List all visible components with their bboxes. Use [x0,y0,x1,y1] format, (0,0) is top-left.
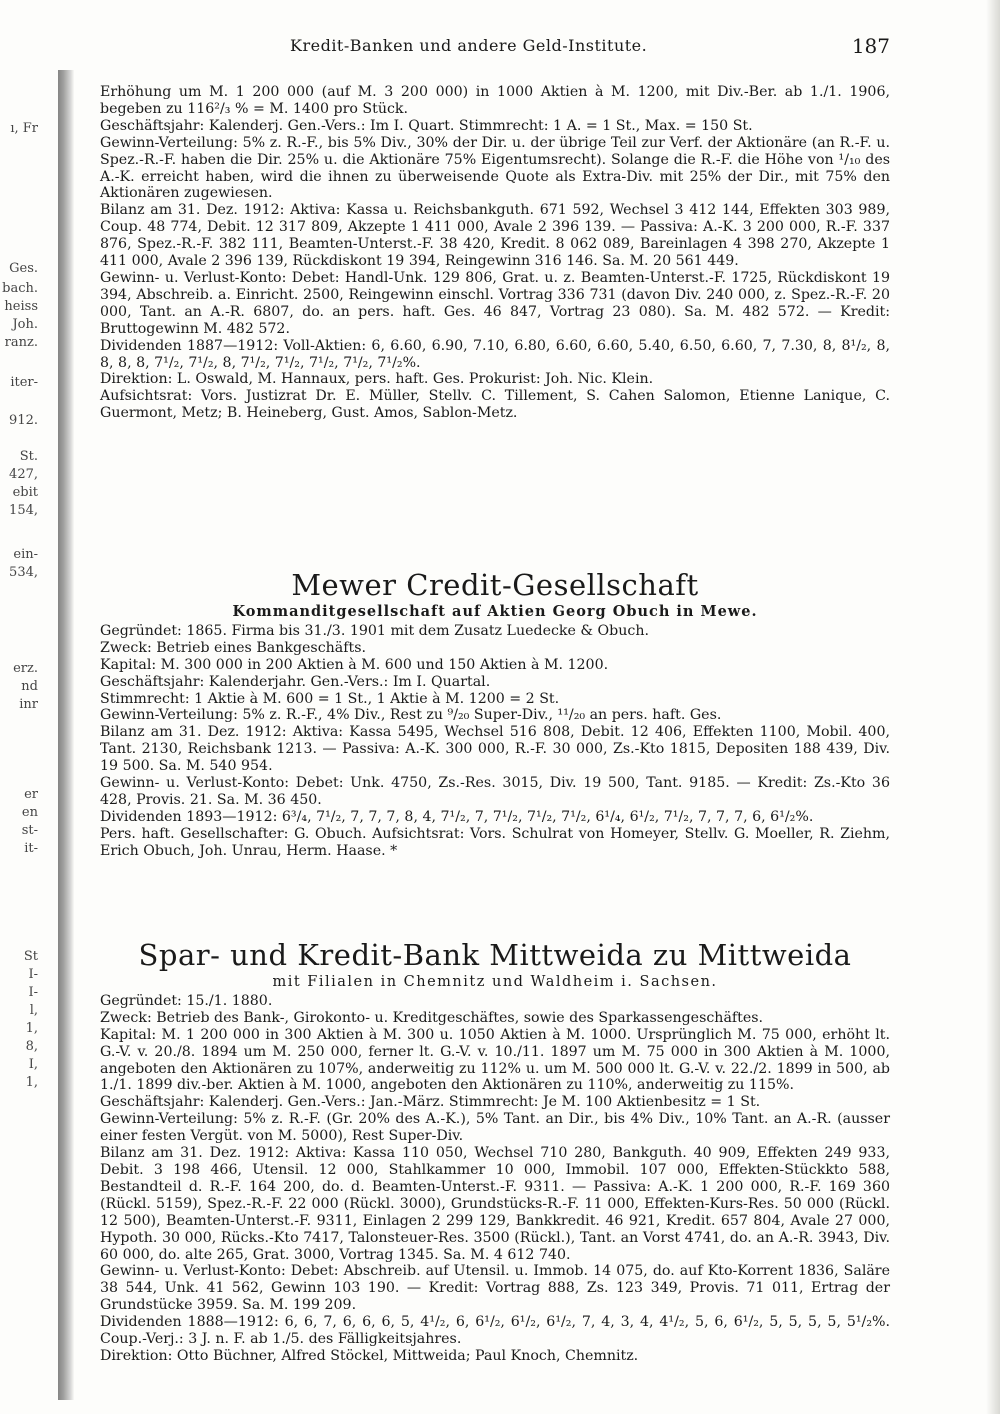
profit-loss-paragraph: Gewinn- u. Verlust-Konto: Debet: Unk. 4750, Zs.-Res. 3015, Div. 19 500, Tant. 9185. — Kredit: Zs.-Kto 36 428, Provis. 21. Sa. M. 36 450. [100,775,890,808]
voting-paragraph: Stimmrecht: 1 Aktie à M. 600 = 1 St., 1 Aktie à M. 1200 = 2 St. [100,690,560,707]
supervisory-board-paragraph: Aufsichtsrat: Vors. Justizrat Dr. E. Müller, Stellv. C. Tillement, S. Cahen Salomon, Etienne Lanique, C. Guermont, Metz; B. Heineberg, Gust. Amos, Sablon-Metz. [100,388,890,422]
dividends-paragraph: Dividenden 1893—1912: 6³/₄, 7¹/₂, 7, 7, 7, 8, 4, 7¹/₂, 7, 7¹/₂, 7¹/₂, 7¹/₂, 6¹/₄, 6¹/₂, 7¹/₂, 7, 7, 7, 6, 6¹/₂%. [100,808,814,825]
margin-fragment: erz. [13,661,38,676]
adjacent-page-margin [0,60,60,1400]
margin-fragment: inr [19,697,38,712]
margin-fragment: iter- [10,375,38,390]
margin-fragment: st- [21,823,38,838]
company-subtitle: Kommanditgesellschaft auf Aktien Georg Obuch in Mewe. [232,603,758,620]
capital-increase-paragraph: Erhöhung um M. 1 200 000 (auf M. 3 200 000) in 1000 Aktien à M. 1200, mit Div.-Ber. ab 1./1. 1906, begeben zu 116²/₃ % = M. 1400 pro Stück. [100,84,890,117]
margin-fragment: 8, [25,1039,38,1054]
balance-sheet-paragraph: Bilanz am 31. Dez. 1912: Aktiva: Kassa 110 050, Wechsel 710 280, Bankguth. 40 909, Effekten 249 933, Debit. 3 198 466, Utensil. 12 000, Stahlkammer 10 000, Immobil. 107 000, Effekten-Stückkto 588, Bestandteil d. R.-F. 164 200, do. d. Beamten-Unterst.-F. 9311. — Passiva: A.-K. 1 200 000, R.-F. 169 360 (Rückl. 5159), Spez.-R.-F. 22 000 (Rückl. 3000), Grundstücks-R.-F. 11 000, Effekten-Kurs-Res. 50 000 (Rückl. 12 500), Beamten-Unterst.-F. 9311, Einlagen 2 299 129, Bankkredit. 46 921, Kredit. 657 804, Avale 27 000, Hypoth. 30 000, Rücks.-Kto 7417, Talonsteuer-Res. 3500 (Rückl.), Tant. an Vorst 4741, do. an A.-R. 3943, Div. 60 000, do. alte 265, Grat. 3000, Vortrag 1345. Sa. M. 4 612 740. [100,1145,890,1263]
profit-loss-paragraph: Gewinn- u. Verlust-Konto: Debet: Abschreib. auf Utensil. u. Immob. 14 075, do. auf Kto-Korrent 1836, Saläre 38 544, Unk. 41 562, Gewinn 103 190. — Kredit: Vortrag 888, Zs. 123 349, Provis. 71 011, Ertrag der Grundstücke 3959. Sa. M. 199 209. [100,1263,890,1314]
margin-fragment: 534, [9,565,38,580]
page-binding-shadow [58,70,74,1400]
margin-fragment: en [21,805,38,820]
running-title: Kredit-Banken und andere Geld-Institute. [290,36,648,55]
founded-paragraph: Gegründet: 15./1. 1880. [100,992,273,1009]
mewer-credit-entry [100,568,890,860]
page-number: 187 [851,34,890,58]
dividends-paragraph: Dividenden 1888—1912: 6, 6, 7, 6, 6, 6, 5, 4¹/₂, 6, 6¹/₂, 6¹/₂, 6¹/₂, 7, 4, 3, 4, 4¹/₂, 5, 6, 6¹/₂, 5, 5, 5, 5, 5¹/₂%. Coup.-Verj.: 3 J. n. F. ab 1./5. des Fälligkeitsjahres. [100,1314,890,1348]
profit-loss-paragraph: Gewinn- u. Verlust-Konto: Debet: Handl-Unk. 129 806, Grat. u. z. Beamten-Unterst.-F. 1725, Rückdiskont 19 394, Abschreib. a. Einricht. 2500, Reingewinn einschl. Vortrag 336 731 (davon Div. 240 000, z. Spez.-R.-F. 20 000, Tant. an A.-R. 6807, do. an pers. haft. Ges. 46 847, Vortrag 23 080). Sa. M. 482 572. — Kredit: Bruttogewinn M. 482 572. [100,269,890,337]
margin-fragment: nd [21,679,38,694]
margin-fragment: Ges. [9,261,38,276]
continued-entry [100,84,890,422]
margin-fragment: bach. [2,281,38,296]
margin-fragment: St [23,949,38,964]
margin-fragment: it- [24,841,38,856]
company-title: Mewer Credit-Gesellschaft [291,568,699,602]
margin-fragment: ebit [12,485,38,500]
purpose-paragraph: Zweck: Betrieb des Bank-, Girokonto- u. Kreditgeschäftes, sowie des Sparkassengeschäftes. [100,1009,764,1026]
fiscal-year-paragraph: Geschäftsjahr: Kalenderj. Gen.-Vers.: Jan.-März. Stimmrecht: Je M. 100 Aktienbesitz = 1 St. [100,1094,761,1111]
margin-fragment: l, [29,1003,38,1018]
running-header [100,36,920,62]
margin-fragment: 1, [25,1021,38,1036]
margin-fragment: 154, [9,503,38,518]
margin-fragment: I- [28,967,38,982]
board-paragraph: Direktion: Otto Büchner, Alfred Stöckel, Mittweida; Paul Knoch, Chemnitz. [100,1347,639,1364]
margin-fragment: 427, [9,467,38,482]
profit-distribution-paragraph: Gewinn-Verteilung: 5% z. R.-F., 4% Div., Rest zu ⁹/₂₀ Super-Div., ¹¹/₂₀ an pers. haft. Ges. [100,707,722,724]
company-title: Spar- und Kredit-Bank Mittweida zu Mittweida [138,938,852,972]
margin-fragment: ranz. [4,335,38,350]
balance-sheet-paragraph: Bilanz am 31. Dez. 1912: Aktiva: Kassa 5495, Wechsel 516 808, Debit. 12 406, Effekten 1100, Mobil. 400, Tant. 2130, Reichsbank 1213. — Passiva: A.-K. 300 000, R.-F. 30 000, Zs.-Kto 1815, Depositen 188 439, Div. 19 500. Sa. M. 540 954. [100,724,890,775]
margin-fragment: ı, Fr [10,121,38,136]
company-subtitle: mit Filialen in Chemnitz und Waldheim i. Sachsen. [272,974,718,990]
fiscal-year-paragraph: Geschäftsjahr: Kalenderj. Gen.-Vers.: Im I. Quart. Stimmrecht: 1 A. = 1 St., Max. = 150 St. [100,117,753,134]
margin-fragment: Joh. [12,317,38,332]
margin-fragment: 1, [25,1075,38,1090]
capital-paragraph: Kapital: M. 300 000 in 200 Aktien à M. 600 und 150 Aktien à M. 1200. [100,656,609,673]
founded-paragraph: Gegründet: 1865. Firma bis 31./3. 1901 mit dem Zusatz Luedecke & Obuch. [100,622,649,639]
board-paragraph: Direktion: L. Oswald, M. Hannaux, pers. haft. Ges. Prokurist: Joh. Nic. Klein. [100,371,654,388]
margin-fragment: heiss [4,299,38,314]
margin-fragment: St. [19,449,38,464]
profit-distribution-paragraph: Gewinn-Verteilung: 5% z. R.-F. (Gr. 20% des A.-K.), 5% Tant. an Dir., bis 4% Div., 10% Tant. an A.-R. (ausser einer festen Vergüt. von M. 5000), Rest Super-Div. [100,1111,890,1145]
dividends-paragraph: Dividenden 1887—1912: Voll-Aktien: 6, 6.60, 6.90, 7.10, 6.80, 6.60, 6.60, 5.40, 6.50, 6.60, 7, 7.30, 8, 8¹/₂, 8, 8, 8, 8, 7¹/₂, 7¹/₂, 8, 7¹/₂, 7¹/₂, 7¹/₂, 7¹/₂, 7¹/₂%. [100,337,890,371]
partners-paragraph: Pers. haft. Gesellschafter: G. Obuch. Aufsichtsrat: Vors. Schulrat von Homeyer, Stellv. G. Moeller, R. Ziehm, Erich Obuch, Joh. Unrau, Herm. Haase. * [100,825,890,859]
margin-fragment: er [24,787,38,802]
purpose-paragraph: Zweck: Betrieb eines Bankgeschäfts. [100,639,366,656]
margin-fragment: 912. [9,413,38,428]
margin-fragment: I, [28,1057,38,1072]
margin-fragment: I- [28,985,38,1000]
profit-distribution-paragraph: Gewinn-Verteilung: 5% z. R.-F., bis 5% Div., 30% der Dir. u. der übrige Teil zur Verf. der Aktionäre (an R.-F. u. Spez.-R.-F. haben die Dir. 25% u. die Aktionäre 75% Eigentumsrecht). Solange die R.-F. die Höhe von ¹/₁₀ des A.-K. erreicht haben, wird die ihnen zu überweisende Quote als Extra-Div. mit 25% der Dir., mit 75% den Aktionären zugewiesen. [100,134,890,202]
capital-paragraph: Kapital: M. 1 200 000 in 300 Aktien à M. 300 u. 1050 Aktien à M. 1000. Ursprünglich M. 75 000, erhöht lt. G.-V. v. 20./8. 1894 um M. 250 000, ferner lt. G.-V. v. 10./11. 1897 um M. 75 000 in 300 Aktien à M. 1000, angeboten den Aktionären zu 107%, anderweitig zu 112% u. um M. 500 000 lt. G.-V. v. 22./2. 1899 in 500, ab 1./1. 1899 div.-ber. Aktien à M. 1000, angeboten den Aktionären zu 110%, anderweitig zu 115%. [100,1026,890,1094]
page-edge-shadow [986,0,1000,1414]
balance-sheet-paragraph: Bilanz am 31. Dez. 1912: Aktiva: Kassa u. Reichsbankguth. 671 592, Wechsel 3 412 144, Effekten 303 989, Coup. 48 774, Debit. 12 317 809, Akzepte 1 411 000, Avale 2 396 139. — Passiva: A.-K. 3 200 000, R.-F. 337 876, Spez.-R.-F. 382 111, Beamten-Unterst.-F. 38 420, Kredit. 8 062 089, Bareinlagen 4 398 270, Akzepte 1 411 000, Avale 2 396 139, Rückdiskont 19 394, Reingewinn 316 146. Sa. M. 20 561 449. [100,202,890,270]
mittweida-bank-entry [100,938,890,1365]
margin-fragment: ein- [13,547,38,562]
fiscal-year-paragraph: Geschäftsjahr: Kalenderjahr. Gen.-Vers.: Im I. Quartal. [100,673,491,690]
